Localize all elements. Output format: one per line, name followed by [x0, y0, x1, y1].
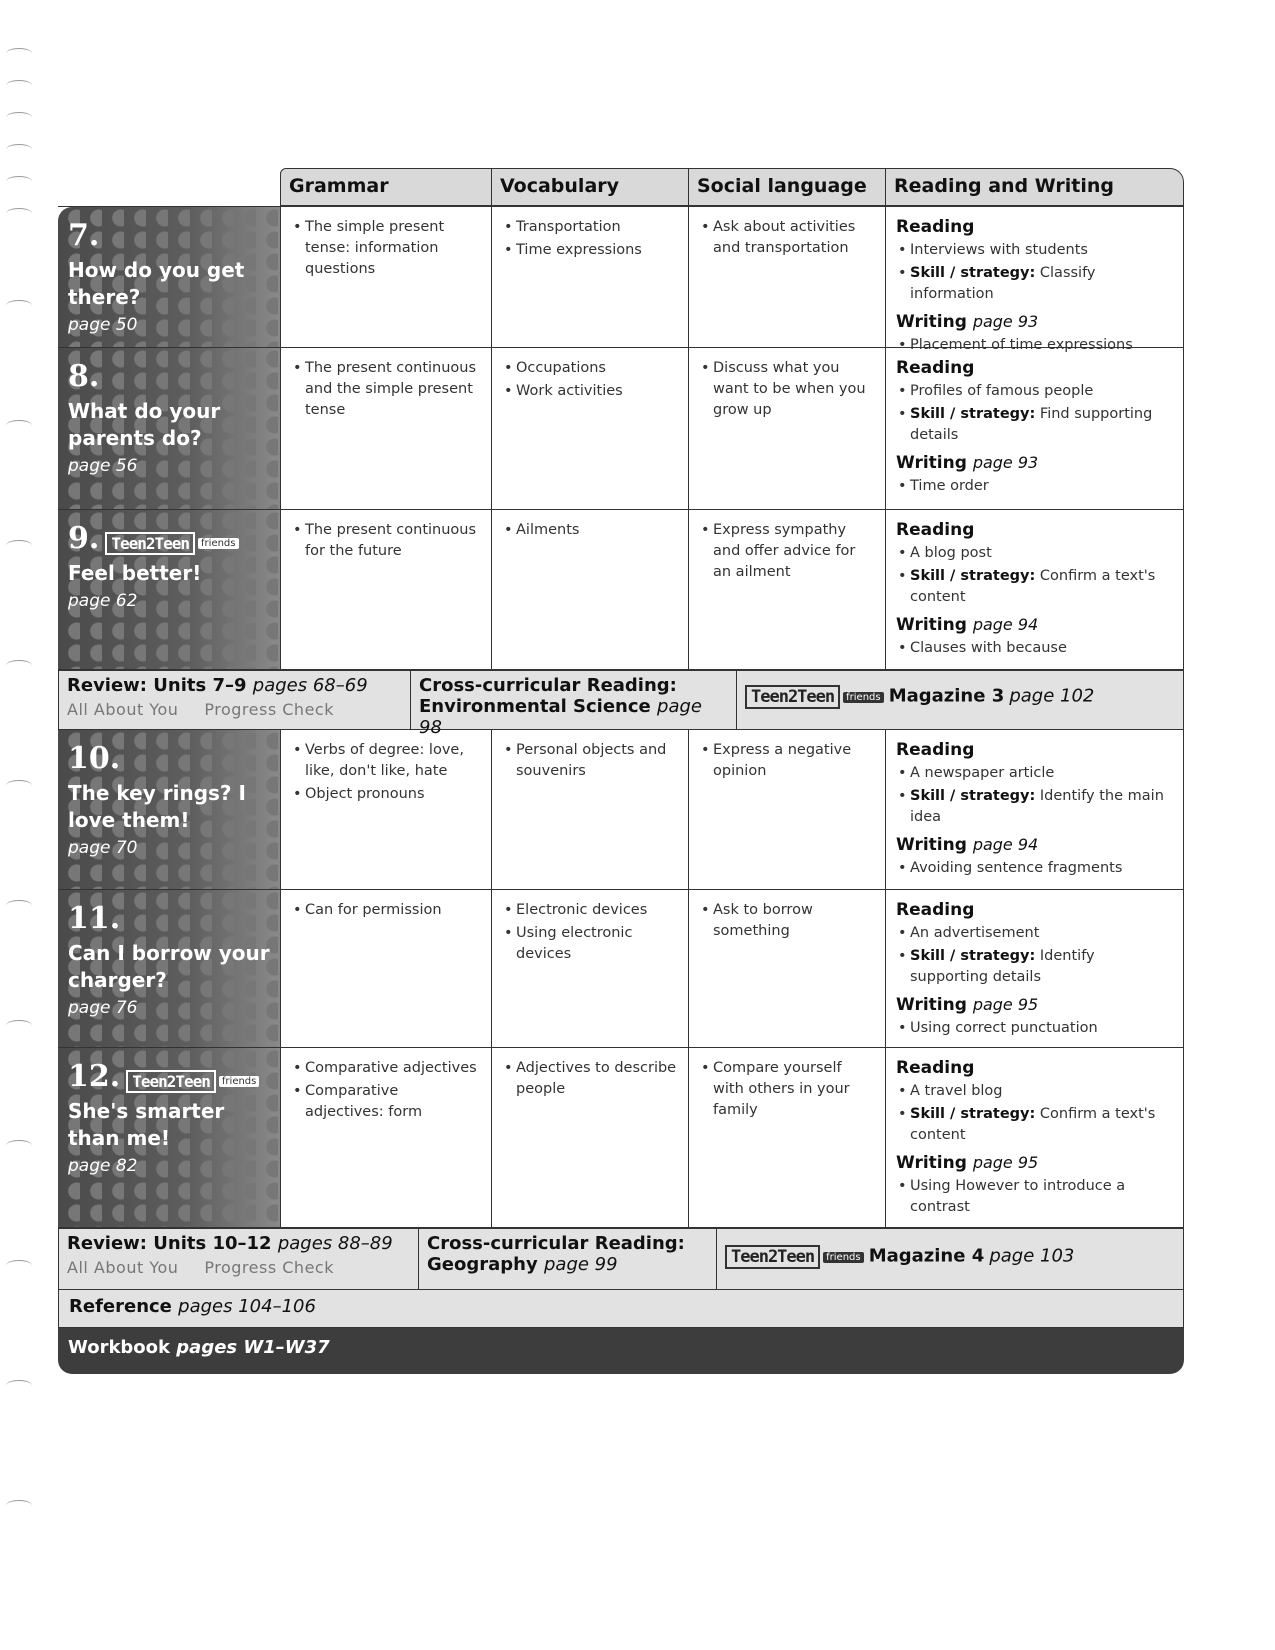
unit-page: page 56 [68, 456, 138, 476]
grammar-cell [280, 890, 491, 1047]
list-item [910, 1104, 1173, 1146]
friends-tag: friends [219, 1076, 259, 1087]
social-language-cell [688, 510, 885, 669]
list-item: • Using correct punctuation [910, 1018, 1173, 1039]
list-item: • Avoiding sentence fragments [910, 858, 1173, 879]
teen2teen-logo: Teen2Teen [126, 1070, 216, 1093]
list-item: • Can for permission [305, 900, 481, 921]
list-item: • A blog post [910, 543, 1173, 564]
reading-heading: Reading [896, 740, 975, 760]
list-item: • The present continuous and the simple present tense [305, 358, 481, 421]
list-item: • Verbs of degree: love, like, don't like, hate [305, 740, 481, 782]
reading-writing-cell [885, 348, 1184, 509]
unit-row-12 [58, 1048, 1184, 1228]
list-item: • Interviews with students [910, 240, 1173, 261]
list-item: • Ask to borrow something [713, 900, 875, 942]
review-band-10-12 [58, 1228, 1184, 1290]
unit-number: 7. [68, 218, 100, 253]
list-item [910, 263, 1173, 305]
unit-page: page 70 [68, 838, 138, 858]
writing-heading: Writing page 94 [896, 615, 1039, 635]
unit-number: 10. [68, 741, 121, 776]
vocabulary-cell [491, 510, 688, 669]
list-item: • Express a negative opinion [713, 740, 875, 782]
list-item: • Transportation [516, 217, 678, 238]
cross-curricular-subject: Geography page 99 [427, 1254, 618, 1275]
unit-title: How do you get there? [68, 258, 245, 309]
reference-label: Reference [69, 1296, 172, 1317]
reading-writing-cell [885, 1048, 1184, 1227]
magazine-page: page 102 [1009, 685, 1095, 707]
list-item: • Using However to introduce a contrast [910, 1176, 1173, 1218]
list-item: • Comparative adjectives [305, 1058, 481, 1079]
magazine-cell [736, 671, 1184, 729]
reading-heading: Reading [896, 900, 975, 920]
header-reading-writing: Reading and Writing [894, 175, 1114, 197]
grammar-cell [280, 207, 491, 347]
grammar-cell [280, 348, 491, 509]
vocabulary-cell [491, 890, 688, 1047]
skill-text: Classify information [910, 265, 1096, 302]
skill-text: Confirm a text's content [910, 568, 1156, 605]
list-item: • Ask about activities and transportation [713, 217, 875, 259]
list-item: • Electronic devices [516, 900, 678, 921]
list-item: • A newspaper article [910, 763, 1173, 784]
list-item: • Ailments [516, 520, 678, 541]
magazine-title: Magazine 3 [888, 685, 1005, 707]
skill-label: Skill / strategy: [910, 1106, 1036, 1122]
reading-writing-cell [885, 730, 1184, 889]
reading-heading: Reading [896, 520, 975, 540]
review-band-7-9 [58, 670, 1184, 738]
writing-heading: Writing page 95 [896, 1153, 1039, 1173]
unit-title: Can I borrow your charger? [68, 941, 270, 992]
unit-title: Feel better! [68, 561, 202, 585]
list-item: • Compare yourself with others in your family [713, 1058, 875, 1121]
cross-curricular-title: Cross-curricular Reading: [419, 675, 677, 696]
reading-writing-cell [885, 510, 1184, 669]
social-language-cell [688, 730, 885, 889]
list-item: • Occupations [516, 358, 678, 379]
workbook-label: Workbook [68, 1337, 171, 1358]
column-header-row [280, 168, 1184, 206]
unit-row-9 [58, 510, 1184, 670]
review-cell [58, 1229, 418, 1289]
review-cell [58, 671, 410, 729]
unit-number-line [68, 1060, 270, 1094]
unit-band [58, 1048, 280, 1227]
list-item: • Object pronouns [305, 784, 481, 805]
skill-label: Skill / strategy: [910, 265, 1036, 281]
list-item: • The simple present tense: information questions [305, 217, 481, 280]
unit-number: 8. [68, 359, 100, 394]
header-grammar: Grammar [281, 169, 492, 205]
friends-tag: friends [198, 538, 238, 549]
reading-heading: Reading [896, 1058, 975, 1078]
skill-label: Skill / strategy: [910, 406, 1036, 422]
skill-text: Find supporting details [910, 406, 1153, 443]
cross-curricular-cell [410, 671, 736, 738]
unit-number: 11. [68, 901, 121, 936]
friends-tag: friends [823, 1252, 863, 1263]
list-item [910, 946, 1173, 988]
grammar-cell [280, 730, 491, 889]
review-title: Review: Units 7–9 pages 68–69 [67, 675, 368, 696]
list-item: • Placement of time expressions [910, 335, 1173, 356]
reading-heading: Reading [896, 217, 975, 237]
unit-number: 12. [68, 1059, 121, 1094]
writing-heading: Writing page 94 [896, 835, 1039, 855]
cross-curricular-subject: Environmental Science page 98 [419, 696, 702, 738]
social-language-cell [688, 207, 885, 347]
reading-writing-cell [885, 207, 1184, 353]
unit-page: page 62 [68, 591, 138, 611]
scope-and-sequence-table [58, 168, 1184, 1432]
teen2teen-logo: Teen2Teen [105, 532, 195, 555]
magazine-title: Magazine 4 [868, 1245, 985, 1267]
list-item [910, 566, 1173, 608]
header-vocabulary: Vocabulary [492, 169, 689, 205]
friends-tag: friends [843, 692, 883, 703]
unit-band [58, 510, 280, 669]
unit-page: page 50 [68, 315, 138, 335]
list-item: • Express sympathy and offer advice for an ailment [713, 520, 875, 583]
skill-text: Identify the main idea [910, 788, 1164, 825]
grammar-cell [280, 1048, 491, 1227]
grammar-cell [280, 510, 491, 669]
list-item: • A travel blog [910, 1081, 1173, 1102]
list-item [910, 404, 1173, 446]
review-title: Review: Units 10–12 pages 88–89 [67, 1233, 393, 1254]
unit-row-8 [58, 348, 1184, 510]
unit-row-7 [58, 206, 1184, 353]
list-item: • Comparative adjectives: form [305, 1081, 481, 1123]
magazine-cell [716, 1229, 1184, 1289]
skill-text: Confirm a text's content [910, 1106, 1156, 1143]
teen2teen-logo: Teen2Teen [725, 1245, 820, 1269]
vocabulary-cell [491, 348, 688, 509]
unit-title: The key rings? I love them! [68, 781, 246, 832]
magazine-page: page 103 [989, 1245, 1075, 1267]
list-item: • Profiles of famous people [910, 381, 1173, 402]
vocabulary-cell [491, 730, 688, 889]
review-sub: All About You Progress Check [67, 1258, 334, 1277]
cross-curricular-cell [418, 1229, 716, 1289]
unit-band [58, 348, 280, 509]
list-item: • Personal objects and souvenirs [516, 740, 678, 782]
list-item: • Clauses with because [910, 638, 1173, 659]
reference-band [58, 1290, 1184, 1328]
list-item: • Work activities [516, 381, 678, 402]
list-item: • Time expressions [516, 240, 678, 261]
vocabulary-cell [491, 1048, 688, 1227]
list-item: • Using electronic devices [516, 923, 678, 965]
unit-row-11 [58, 890, 1184, 1048]
teen2teen-logo: Teen2Teen [745, 685, 840, 709]
list-item: • The present continuous for the future [305, 520, 481, 562]
cross-curricular-title: Cross-curricular Reading: [427, 1233, 685, 1254]
social-language-cell [688, 890, 885, 1047]
review-sub: All About You Progress Check [67, 700, 334, 719]
unit-band [58, 890, 280, 1047]
reading-writing-cell [885, 890, 1184, 1047]
unit-band [58, 730, 280, 889]
social-language-cell [688, 1048, 885, 1227]
unit-row-10 [58, 730, 1184, 890]
list-item [910, 786, 1173, 828]
skill-text: Identify supporting details [910, 948, 1095, 985]
header-social-language: Social language [689, 169, 886, 205]
reading-heading: Reading [896, 358, 975, 378]
skill-label: Skill / strategy: [910, 568, 1036, 584]
list-item: • Time order [910, 476, 1173, 497]
social-language-cell [688, 348, 885, 509]
unit-page: page 76 [68, 998, 138, 1018]
writing-heading: Writing page 93 [896, 312, 1039, 332]
unit-number-line [68, 522, 270, 556]
unit-number: 9. [68, 521, 100, 556]
workbook-pages: pages W1–W37 [176, 1337, 330, 1358]
writing-heading: Writing page 95 [896, 995, 1039, 1015]
list-item: • An advertisement [910, 923, 1173, 944]
list-item: • Discuss what you want to be when you grow up [713, 358, 875, 421]
reference-pages: pages 104–106 [178, 1296, 316, 1317]
workbook-band [58, 1328, 1184, 1374]
writing-heading: Writing page 93 [896, 453, 1039, 473]
skill-label: Skill / strategy: [910, 948, 1036, 964]
unit-page: page 82 [68, 1156, 138, 1176]
skill-label: Skill / strategy: [910, 788, 1036, 804]
unit-band [58, 207, 280, 347]
unit-title: She's smarter than me! [68, 1099, 225, 1150]
list-item: • Adjectives to describe people [516, 1058, 678, 1100]
vocabulary-cell [491, 207, 688, 347]
unit-title: What do your parents do? [68, 399, 221, 450]
